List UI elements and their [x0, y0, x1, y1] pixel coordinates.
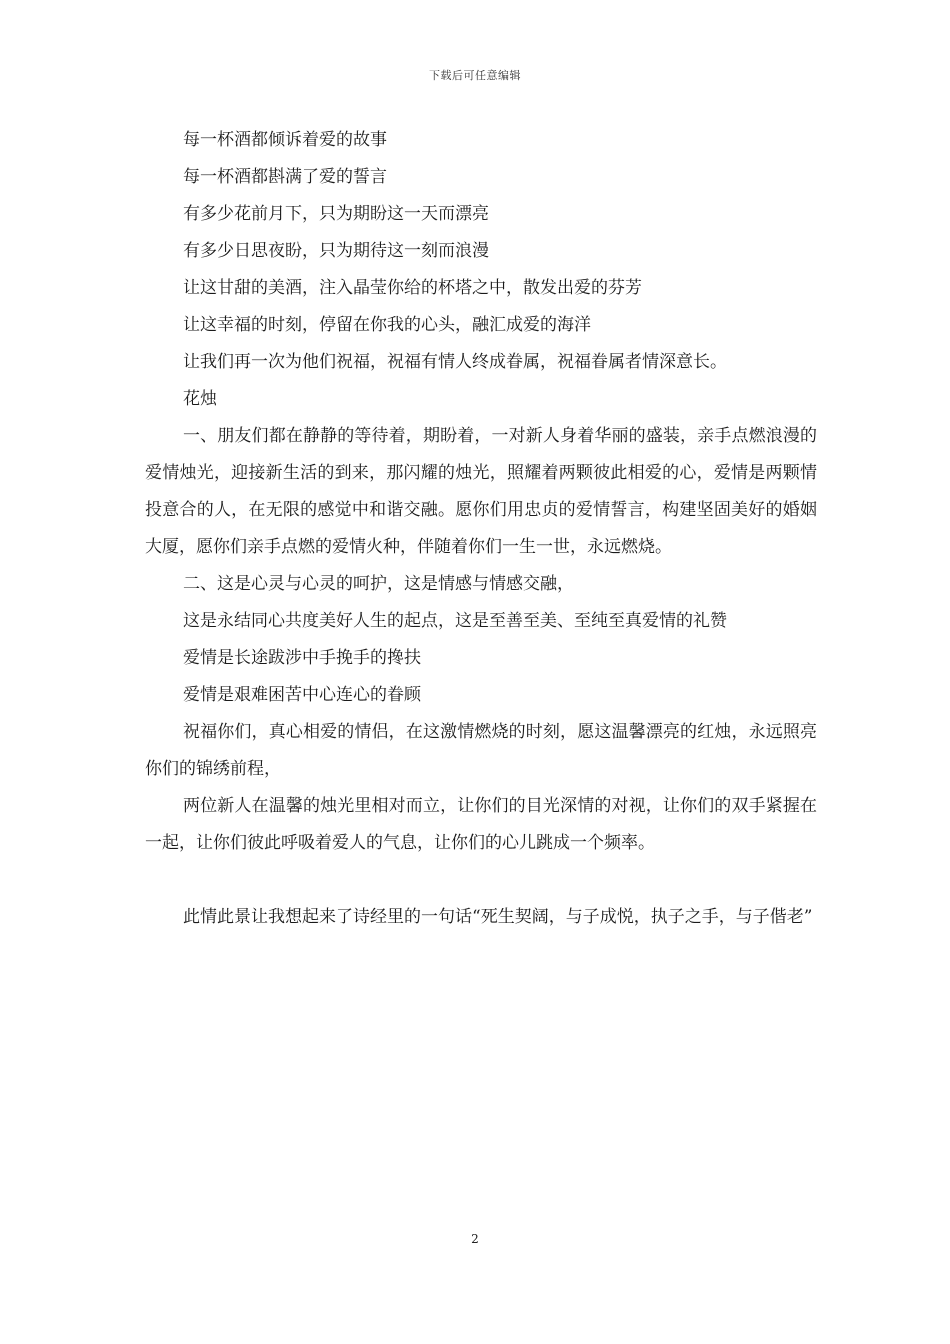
- body-paragraph: 两位新人在温馨的烛光里相对而立，让你们的目光深情的对视，让你们的双手紧握在一起，让你们彼此呼吸着爱人的气息，让你们的心儿跳成一个频率。: [145, 796, 817, 853]
- body-paragraph: 此情此景让我想起来了诗经里的一句话“死生契阔，与子成悦，执子之手，与子偕老”: [183, 907, 813, 927]
- document-body: [145, 122, 817, 936]
- body-line: 有多少日思夜盼，只为期待这一刻而浪漫: [183, 241, 489, 261]
- body-line: 每一杯酒都倾诉着爱的故事: [183, 130, 387, 150]
- section-heading: 花烛: [183, 389, 217, 409]
- body-paragraph: 祝福你们，真心相爱的情侣，在这激情燃烧的时刻，愿这温馨漂亮的红烛，永远照亮你们的锦绣前程，: [145, 722, 817, 779]
- page-number: 2: [471, 1232, 479, 1246]
- body-line: 让我们再一次为他们祝福，祝福有情人终成眷属，祝福眷属者情深意长。: [183, 352, 727, 372]
- paragraph-spacer: [145, 862, 817, 899]
- body-line: 有多少花前月下，只为期盼这一天而漂亮: [183, 204, 489, 224]
- body-line: 让这甘甜的美酒，注入晶莹你给的杯塔之中，散发出爱的芬芳: [183, 278, 642, 298]
- page-header: 下载后可任意编辑: [429, 69, 521, 82]
- body-line: 这是永结同心共度美好人生的起点，这是至善至美、至纯至真爱情的礼赞: [183, 611, 727, 631]
- body-line: 爱情是艰难困苦中心连心的眷顾: [183, 685, 421, 705]
- body-line: 让这幸福的时刻，停留在你我的心头，融汇成爱的海洋: [183, 315, 591, 335]
- body-paragraph: 一、朋友们都在静静的等待着，期盼着，一对新人身着华丽的盛装，亲手点燃浪漫的爱情烛光，迎接新生活的到来，那闪耀的烛光，照耀着两颗彼此相爱的心，爱情是两颗情投意合的人，在无限的感觉中和谐交融。愿你们用忠贞的爱情誓言，构建坚固美好的婚姻大厦，愿你们亲手点燃的爱情火种，伴随着你们一生一世，永远燃烧。: [145, 426, 817, 557]
- body-line: 爱情是长途跋涉中手挽手的搀扶: [183, 648, 421, 668]
- body-line: 二、这是心灵与心灵的呵护，这是情感与情感交融，: [183, 574, 574, 594]
- body-line: 每一杯酒都斟满了爱的誓言: [183, 167, 387, 187]
